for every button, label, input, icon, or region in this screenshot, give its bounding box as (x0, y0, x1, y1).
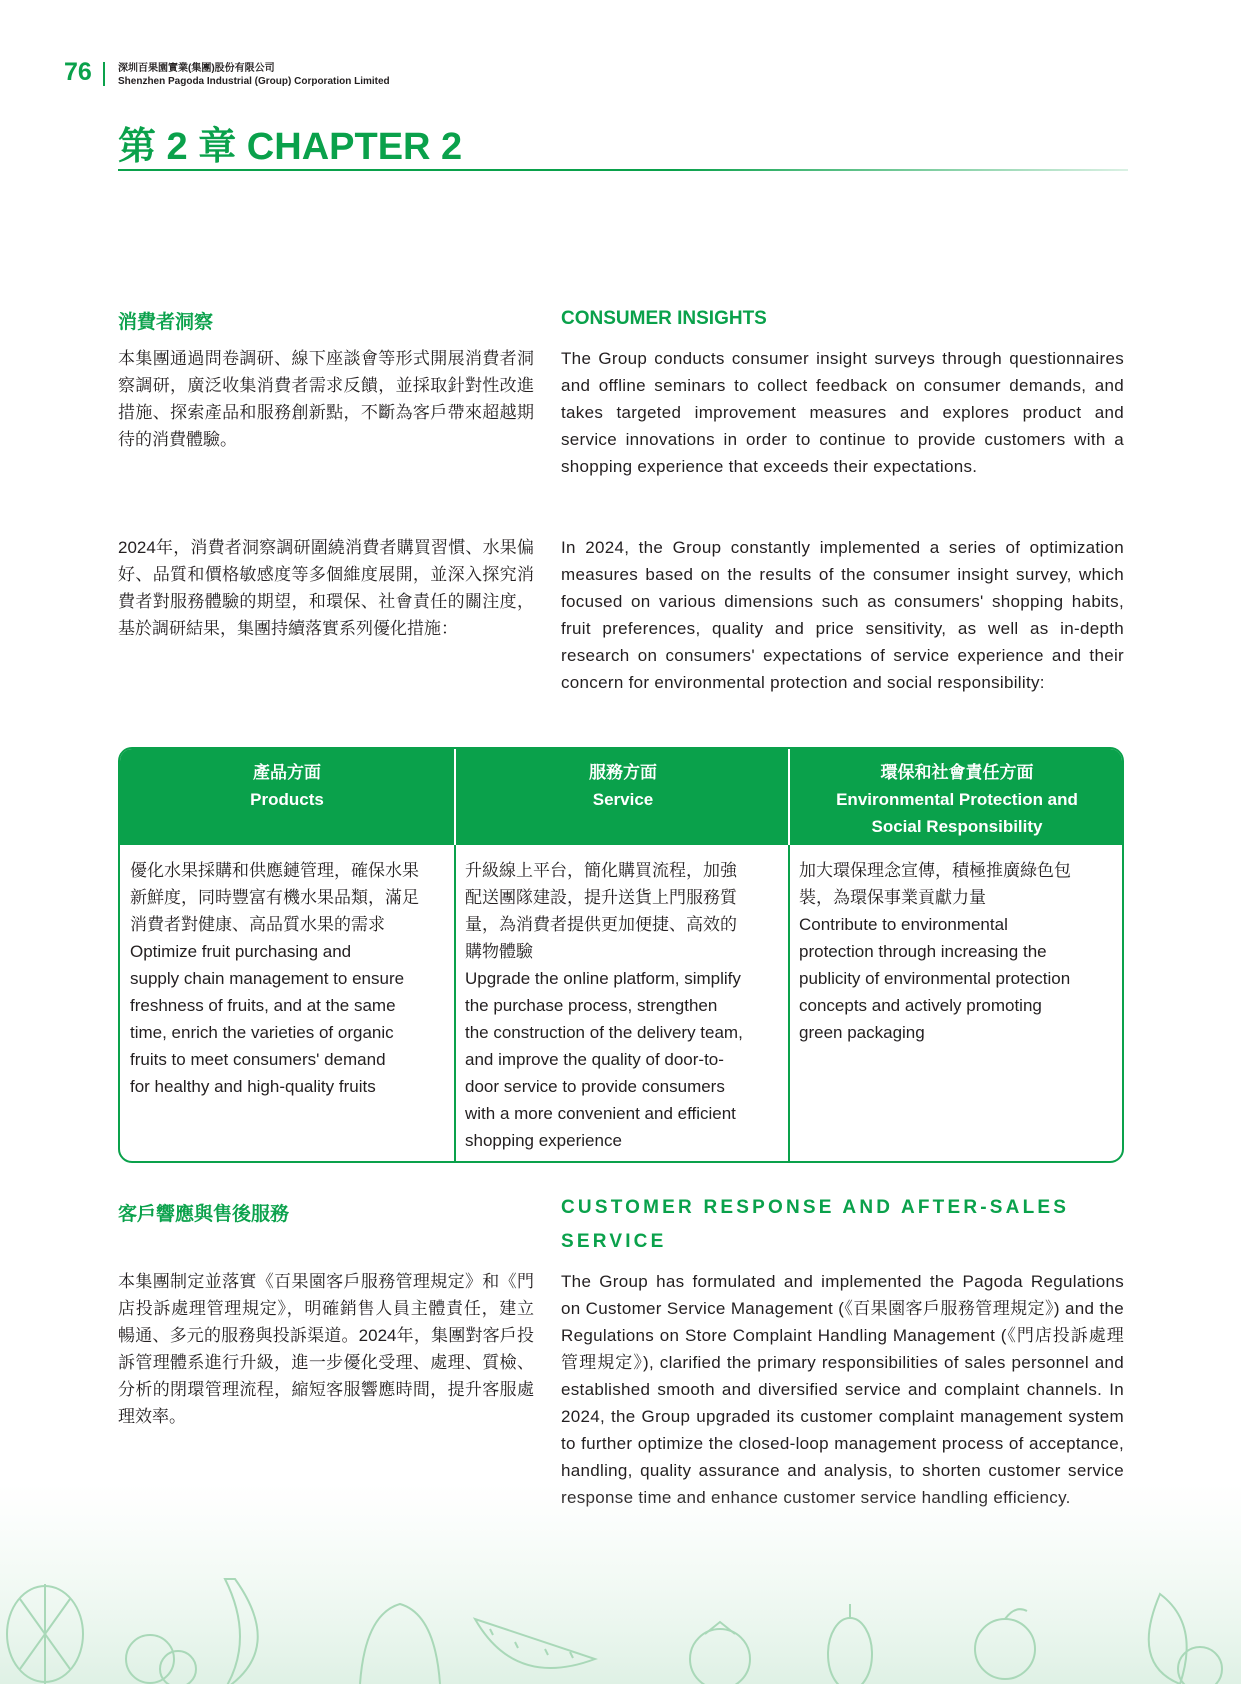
column-divider-2 (788, 845, 790, 1163)
fruit-illustration-background (0, 1484, 1241, 1684)
consumer-insights-heading-en: CONSUMER INSIGHTS (561, 308, 767, 329)
header-environment-en: Environmental Protection and (836, 790, 1078, 809)
cell-line: with a more convenient and efficient (465, 1104, 736, 1123)
header-products-zh: 產品方面 (253, 763, 321, 782)
cell-line: concepts and actively promoting (799, 996, 1042, 1015)
cell-line: the construction of the delivery team, (465, 1023, 743, 1042)
customer-response-para-en: The Group has formulated and implemented the Pagoda Regulations on Customer Service Management (《百果園客戶服務管理規定》) and the Regulations on Store Complaint Handling Management (《門店投訴處理管理規定》), clarified the primary responsibilities of sales personnel and established smooth and diversified service and complaint channels. In 2024, the Group upgraded its customer complaint management system to further optimize the closed-loop management process of acceptance, handling, quality assurance and analysis, to shorten customer service (561, 1272, 1124, 1480)
consumer-insights-para2-zh: 2024年，消費者洞察調研圍繞消費者購買習慣、水果偏好、品質和價格敏感度等多個維度展開，並深入探究消費者對服務體驗的期望，和環保、社會責任的關注度，基於調研結果，集團持續落實系列優化措施： (118, 538, 534, 638)
cell-line: 優化水果採購和供應鏈管理，確保水果 (130, 861, 419, 880)
cell-line: 量，為消費者提供更加便捷、高效的 (465, 915, 737, 934)
column-divider-1 (454, 845, 456, 1163)
cell-line: 加大環保理念宣傳，積極推廣綠色包 (799, 861, 1071, 880)
cell-line: and improve the quality of door-to- (465, 1050, 724, 1069)
cell-line: fruits to meet consumers' demand (130, 1050, 386, 1069)
header-products-en: Products (250, 790, 324, 809)
cell-line: freshness of fruits, and at the same (130, 996, 396, 1015)
table-header-products (120, 749, 454, 845)
header-environment-en-2: Social Responsibility (871, 817, 1043, 836)
cell-line: Upgrade the online platform, simplify (465, 969, 741, 988)
header-service-zh: 服務方面 (589, 763, 657, 782)
table-cell-service (465, 857, 785, 1154)
cell-line: for healthy and high-quality fruits (130, 1077, 376, 1096)
company-name-zh: 深圳百果園實業(集團)股份有限公司 (118, 63, 275, 74)
cell-line: shopping experience (465, 1131, 622, 1150)
cell-line: 配送團隊建設，提升送貨上門服務質 (465, 888, 737, 907)
cell-line: 購物體驗 (465, 942, 533, 961)
consumer-insights-para1-zh: 本集團通過問卷調研、線下座談會等形式開展消費者洞察調研，廣泛收集消費者需求反饋，並採取針對性改進措施、探索產品和服務創新點，不斷為客戶帶來超越期待的消費體驗。 (118, 349, 534, 449)
header-environment-zh: 環保和社會責任方面 (880, 763, 1034, 782)
cell-line: 新鮮度，同時豐富有機水果品類，滿足 (130, 888, 419, 907)
cell-line: Optimize fruit purchasing and (130, 942, 352, 961)
cell-line: 消費者對健康、高品質水果的需求 (130, 915, 385, 934)
cell-line: 升級線上平台，簡化購買流程，加強 (465, 861, 737, 880)
cell-line: 裝，為環保事業貢獻力量 (799, 888, 986, 907)
chapter-title: 第 2 章 CHAPTER 2 (118, 126, 463, 168)
table-cell-environment (799, 857, 1119, 1046)
table-header-service (456, 749, 790, 845)
page-number: 76 (64, 58, 92, 86)
cell-line: green packaging (799, 1023, 925, 1042)
customer-response-heading-zh: 客戶響應與售後服務 (118, 1204, 290, 1225)
table-header-environment (792, 749, 1122, 845)
header-divider-1 (454, 749, 456, 845)
customer-response-para-zh: 本集團制定並落實《百果園客戶服務管理規定》和《門店投訴處理管理規定》，明確銷售人員主體責任，建立暢通、多元的服務與投訴渠道。2024年，集團對客戶投訴管理體系進行升級，進一步優化受理、處理、質檢、分析的閉環管理流程，縮短客服響應時間，提升客服處理效率。 (118, 1272, 534, 1426)
header-divider-2 (788, 749, 790, 845)
cell-line: Contribute to environmental (799, 915, 1008, 934)
cell-line: supply chain management to ensure (130, 969, 405, 988)
customer-response-heading-en: CUSTOMER RESPONSE AND AFTER-SALES SERVICE (561, 1197, 1070, 1252)
cell-line: time, enrich the varieties of organic (130, 1023, 394, 1042)
consumer-insights-para1-en: The Group conducts consumer insight surveys through questionnaires and offline seminars to collect feedback on consumer demands, and takes targeted improvement measures and explores product and service innovations in order to continue to provide customers with a shopping experience that exceeds their expectations. (561, 349, 1124, 476)
cell-line: protection through increasing the (799, 942, 1047, 961)
cell-line: the purchase process, strengthen (465, 996, 718, 1015)
header-service-en: Service (592, 790, 654, 809)
consumer-insights-heading-zh: 消費者洞察 (118, 312, 214, 333)
header-divider (103, 62, 105, 86)
consumer-insights-para2-en: In 2024, the Group constantly implemented a series of optimization measures based on the results of the consumer insight survey, which focused on various dimensions such as consumers' shopping habits, fruit preferences, quality and price sensitivity, as well as in-depth research on consumers' expectations of service experience and their concern for environmental protection and social responsibility: (561, 538, 1124, 692)
optimization-measures-table (118, 747, 1124, 1163)
company-name-en: Shenzhen Pagoda Industrial (Group) Corporation Limited (118, 76, 390, 87)
cell-line: publicity of environmental protection (799, 969, 1071, 988)
cell-line: door service to provide consumers (465, 1077, 725, 1096)
table-cell-products (130, 857, 450, 1100)
chapter-rule (118, 169, 1128, 171)
running-header (118, 62, 390, 88)
